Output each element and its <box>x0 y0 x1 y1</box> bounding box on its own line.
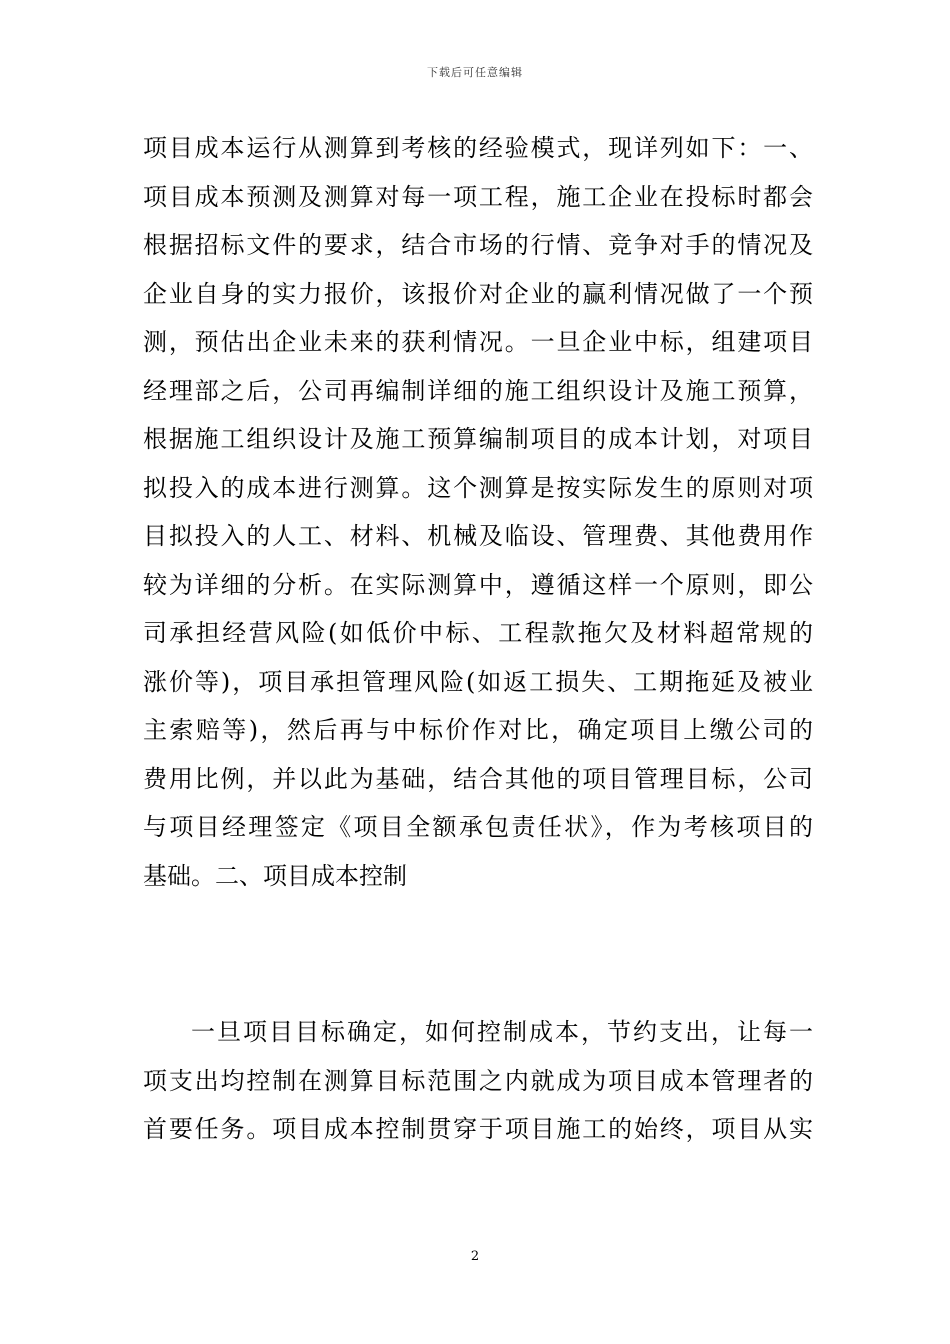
text-line: 一旦项目目标确定，如何控制成本，节约支出，让每一 <box>191 1018 813 1046</box>
text-line: 较为详细的分析。在实际测算中，遵循这样一个原则，即公 <box>143 570 813 599</box>
text-line: 拟投入的成本进行测算。这个测算是按实际发生的原则对项 <box>143 473 813 502</box>
page-header: 下载后可任意编辑 <box>427 66 523 79</box>
text-line: 项支出均控制在测算目标范围之内就成为项目成本管理者的 <box>143 1066 813 1095</box>
page-number: 2 <box>470 1249 480 1264</box>
text-line: 与项目经理签定《项目全额承包责任状》，作为考核项目的 <box>143 813 813 841</box>
text-line: 根据招标文件的要求，结合市场的行情、竞争对手的情况及 <box>143 231 813 259</box>
text-line: 根据施工组织设计及施工预算编制项目的成本计划，对项目 <box>143 425 813 453</box>
text-line: 费用比例，并以此为基础，结合其他的项目管理目标，公司 <box>143 764 813 793</box>
text-line: 首要任务。项目成本控制贯穿于项目施工的始终，项目从实 <box>143 1115 813 1143</box>
text-line: 司承担经营风险(如低价中标、工程款拖欠及材料超常规的 <box>143 619 813 647</box>
text-line: 测，预估出企业未来的获利情况。一旦企业中标，组建项目 <box>143 328 813 356</box>
text-line: 主索赔等)，然后再与中标价作对比，确定项目上缴公司的 <box>143 716 813 744</box>
text-line: 目拟投入的人工、材料、机械及临设、管理费、其他费用作 <box>143 522 813 550</box>
text-line: 经理部之后，公司再编制详细的施工组织设计及施工预算， <box>143 376 813 405</box>
body-paragraph <box>143 124 813 900</box>
text-line: 涨价等)，项目承担管理风险(如返工损失、工期拖延及被业 <box>143 667 813 696</box>
body-paragraph <box>143 1008 813 1154</box>
text-line: 基础。二、项目成本控制 <box>143 861 407 890</box>
text-line: 项目成本运行从测算到考核的经验模式，现详列如下：一、 <box>143 134 813 162</box>
text-line: 企业自身的实力报价，该报价对企业的赢利情况做了一个预 <box>143 279 813 308</box>
text-line: 项目成本预测及测算对每一项工程，施工企业在投标时都会 <box>143 182 813 211</box>
